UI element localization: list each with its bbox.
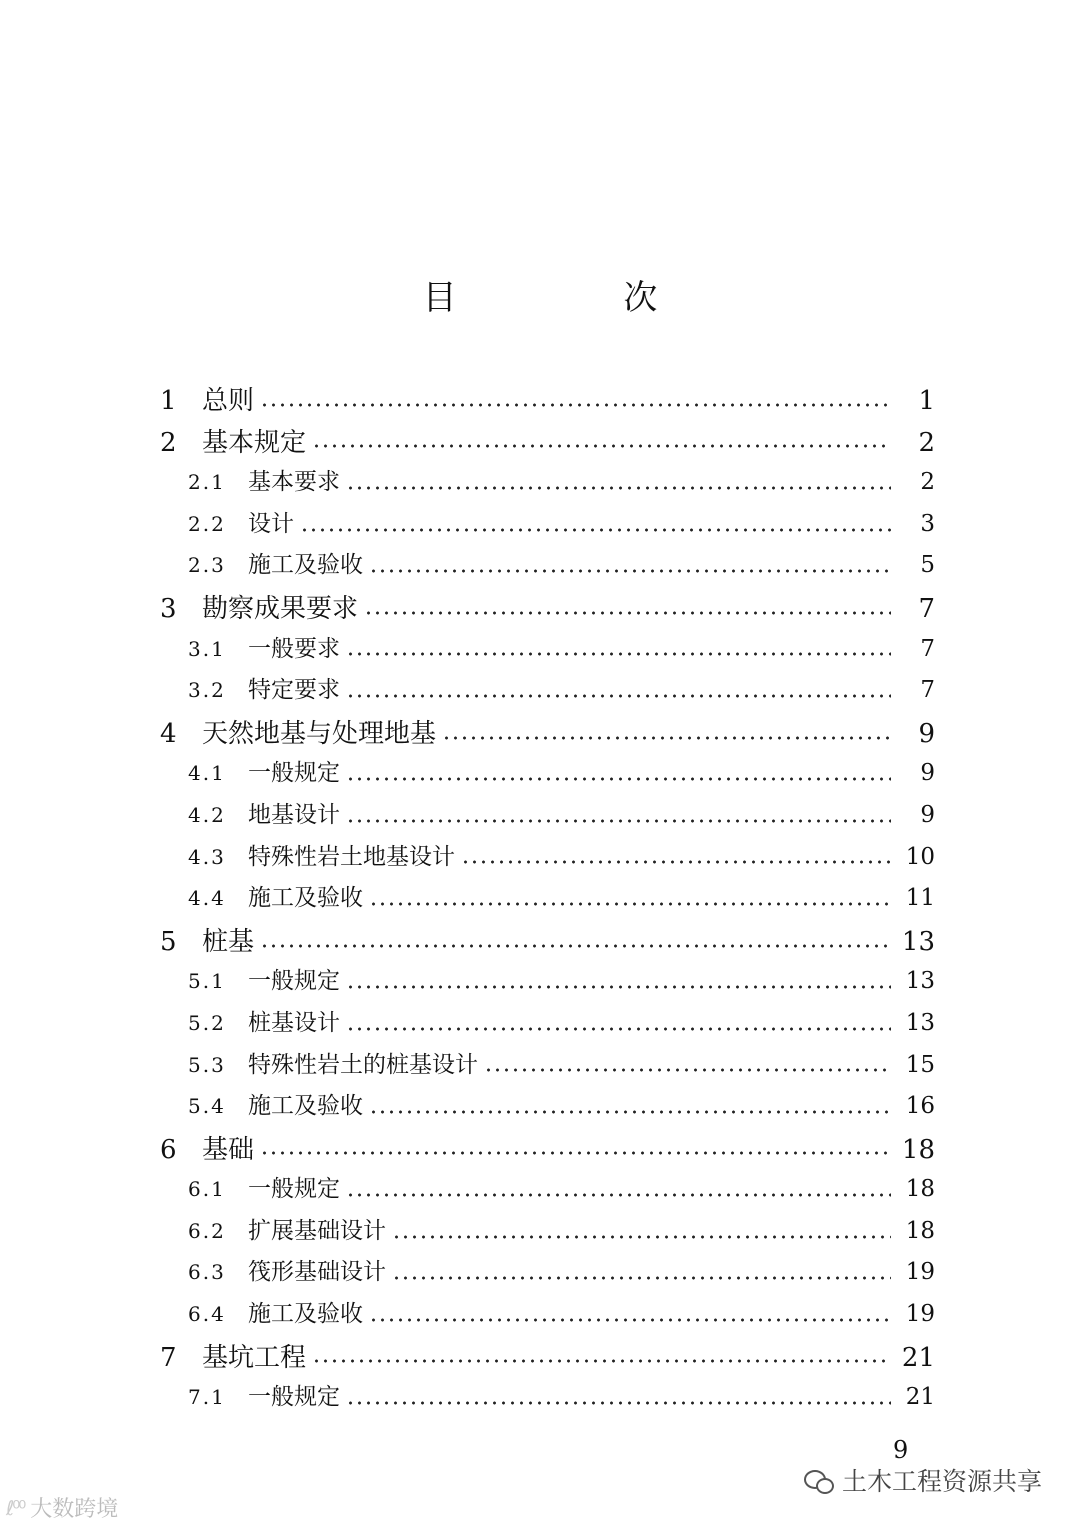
toc-dot-leader bbox=[369, 902, 891, 906]
toc-entry-label: 筏形基础设计 bbox=[248, 1259, 386, 1286]
toc-entry-number: 7 bbox=[160, 1342, 177, 1373]
toc-entry-label: 桩基 bbox=[202, 926, 255, 957]
toc-entry-number: 6.1 bbox=[188, 1177, 226, 1202]
toc-chapter-entry[interactable] bbox=[160, 921, 935, 963]
toc-entry-page: 1 bbox=[918, 386, 935, 416]
toc-dot-leader bbox=[346, 1027, 891, 1031]
toc-dot-leader bbox=[346, 819, 891, 823]
toc-dot-leader bbox=[260, 944, 891, 948]
toc-entry-page: 3 bbox=[920, 510, 935, 537]
toc-section-entry[interactable] bbox=[160, 1004, 935, 1046]
toc-title: 目 次 bbox=[422, 278, 736, 318]
toc-entry-label: 设计 bbox=[248, 510, 294, 537]
toc-entry-label: 基坑工程 bbox=[202, 1342, 307, 1373]
toc-entry-number: 4.4 bbox=[188, 886, 226, 911]
toc-entry-page: 19 bbox=[905, 1301, 935, 1328]
toc-section-entry[interactable] bbox=[160, 796, 935, 838]
toc-dot-leader bbox=[346, 694, 891, 698]
toc-dot-leader bbox=[300, 528, 891, 532]
toc-entry-page: 5 bbox=[920, 552, 935, 579]
toc-entry-page: 21 bbox=[905, 1384, 935, 1411]
toc-dot-leader bbox=[369, 569, 891, 573]
toc-entry-number: 4.3 bbox=[188, 844, 226, 869]
toc-entry-number: 6 bbox=[160, 1134, 177, 1165]
watermark-text: 土木工程资源共享 bbox=[841, 1467, 1042, 1496]
toc-section-entry[interactable] bbox=[160, 1378, 935, 1420]
toc-entry-page: 21 bbox=[901, 1342, 935, 1373]
toc-dot-leader bbox=[312, 1359, 891, 1363]
toc-chapter-entry[interactable] bbox=[160, 1337, 935, 1379]
toc-entry-number: 3.2 bbox=[188, 678, 226, 703]
toc-dot-leader bbox=[346, 652, 891, 656]
toc-entry-label: 特殊性岩土地基设计 bbox=[248, 843, 455, 870]
toc-entry-number: 6.2 bbox=[188, 1218, 226, 1243]
toc-section-entry[interactable] bbox=[160, 1170, 935, 1212]
toc-entry-number: 4.2 bbox=[188, 802, 226, 827]
toc-entry-label: 施工及验收 bbox=[248, 885, 363, 912]
toc-chapter-entry[interactable] bbox=[160, 588, 935, 630]
toc-chapter-entry[interactable] bbox=[160, 422, 935, 464]
toc-entry-page: 9 bbox=[920, 760, 935, 787]
toc-entry-number: 5 bbox=[160, 926, 177, 957]
toc-entry-label: 勘察成果要求 bbox=[202, 593, 359, 624]
toc-entry-page: 18 bbox=[905, 1176, 935, 1203]
toc-entry-page: 2 bbox=[920, 469, 935, 496]
toc-section-entry[interactable] bbox=[160, 1253, 935, 1295]
brand-logo-icon: ℓ⁰⁰ bbox=[6, 1495, 25, 1520]
toc-entry-page: 18 bbox=[905, 1217, 935, 1244]
wechat-icon bbox=[804, 1468, 834, 1492]
toc-entry-page: 7 bbox=[920, 635, 935, 662]
toc-dot-leader bbox=[392, 1276, 891, 1280]
toc-entry-number: 2.2 bbox=[188, 511, 226, 536]
toc-section-entry[interactable] bbox=[160, 671, 935, 713]
toc-dot-leader bbox=[484, 1068, 891, 1072]
toc-entry-label: 基本要求 bbox=[248, 469, 340, 496]
toc-dot-leader bbox=[392, 1235, 891, 1239]
toc-entry-number: 3.1 bbox=[188, 636, 226, 661]
toc-entry-page: 11 bbox=[905, 885, 935, 912]
toc-dot-leader bbox=[346, 985, 891, 989]
toc-entry-label: 扩展基础设计 bbox=[248, 1217, 386, 1244]
toc-entry-number: 6.4 bbox=[188, 1302, 226, 1327]
toc-entry-label: 一般规定 bbox=[248, 1384, 340, 1411]
toc-entry-label: 一般要求 bbox=[248, 635, 340, 662]
toc-chapter-entry[interactable] bbox=[160, 380, 935, 422]
watermark-brand-text: 大数跨境 bbox=[30, 1497, 119, 1522]
toc-dot-leader bbox=[346, 1193, 891, 1197]
toc-section-entry[interactable] bbox=[160, 1295, 935, 1337]
toc-entry-label: 特殊性岩土的桩基设计 bbox=[248, 1051, 478, 1078]
toc-entry-label: 施工及验收 bbox=[248, 1093, 363, 1120]
toc-dot-leader bbox=[364, 611, 891, 615]
toc-entry-label: 特定要求 bbox=[248, 677, 340, 704]
toc-entry-label: 一般规定 bbox=[248, 1176, 340, 1203]
toc-entry-page: 13 bbox=[905, 1009, 935, 1036]
toc-dot-leader bbox=[346, 1401, 891, 1405]
toc-section-entry[interactable] bbox=[160, 546, 935, 588]
toc-dot-leader bbox=[260, 403, 891, 407]
toc-section-entry[interactable] bbox=[160, 1087, 935, 1129]
toc-entry-label: 地基设计 bbox=[248, 801, 340, 828]
toc-entry-page: 13 bbox=[901, 926, 935, 957]
toc-dot-leader bbox=[346, 486, 891, 490]
toc-section-entry[interactable] bbox=[160, 838, 935, 880]
toc-entry-number: 5.4 bbox=[188, 1094, 226, 1119]
toc-entry-page: 9 bbox=[920, 801, 935, 828]
table-of-contents bbox=[160, 380, 935, 1420]
toc-section-entry[interactable] bbox=[160, 505, 935, 547]
toc-section-entry[interactable] bbox=[160, 1046, 935, 1088]
toc-entry-number: 3 bbox=[160, 593, 177, 624]
toc-section-entry[interactable] bbox=[160, 630, 935, 672]
toc-entry-label: 基础 bbox=[202, 1134, 255, 1165]
watermark-brand bbox=[6, 1492, 118, 1523]
toc-section-entry[interactable] bbox=[160, 1212, 935, 1254]
toc-dot-leader bbox=[442, 736, 891, 740]
toc-chapter-entry[interactable] bbox=[160, 1129, 935, 1171]
toc-entry-label: 施工及验收 bbox=[248, 552, 363, 579]
toc-entry-page: 7 bbox=[920, 677, 935, 704]
toc-dot-leader bbox=[369, 1318, 891, 1322]
toc-section-entry[interactable] bbox=[160, 879, 935, 921]
toc-entry-number: 1 bbox=[160, 386, 177, 416]
toc-entry-number: 2 bbox=[160, 427, 177, 458]
toc-entry-page: 9 bbox=[918, 718, 935, 749]
toc-entry-label: 一般规定 bbox=[248, 760, 340, 787]
toc-entry-page: 16 bbox=[905, 1093, 935, 1120]
toc-entry-page: 10 bbox=[905, 843, 935, 870]
toc-entry-page: 2 bbox=[918, 427, 935, 458]
toc-entry-label: 总则 bbox=[202, 386, 255, 416]
toc-entry-page: 7 bbox=[918, 593, 935, 624]
toc-dot-leader bbox=[312, 444, 891, 448]
toc-entry-number: 7.1 bbox=[188, 1385, 226, 1410]
toc-entry-number: 5.3 bbox=[188, 1052, 226, 1077]
toc-entry-label: 一般规定 bbox=[248, 968, 340, 995]
toc-entry-number: 2.1 bbox=[188, 470, 226, 495]
toc-entry-label: 桩基设计 bbox=[248, 1009, 340, 1036]
toc-entry-page: 15 bbox=[905, 1051, 935, 1078]
toc-entry-number: 6.3 bbox=[188, 1260, 226, 1285]
watermark-wechat bbox=[804, 1462, 1042, 1498]
toc-entry-page: 18 bbox=[901, 1134, 935, 1165]
toc-entry-label: 施工及验收 bbox=[248, 1301, 363, 1328]
toc-entry-number: 2.3 bbox=[188, 553, 226, 578]
toc-entry-label: 天然地基与处理地基 bbox=[202, 718, 437, 749]
toc-entry-number: 5.1 bbox=[188, 969, 226, 994]
toc-dot-leader bbox=[260, 1151, 891, 1155]
toc-entry-page: 13 bbox=[905, 968, 935, 995]
toc-section-entry[interactable] bbox=[160, 962, 935, 1004]
toc-dot-leader bbox=[346, 777, 891, 781]
toc-section-entry[interactable] bbox=[160, 754, 935, 796]
toc-chapter-entry[interactable] bbox=[160, 713, 935, 755]
toc-entry-label: 基本规定 bbox=[202, 427, 307, 458]
toc-dot-leader bbox=[369, 1110, 891, 1114]
toc-dot-leader bbox=[461, 860, 891, 864]
toc-entry-number: 4 bbox=[160, 718, 177, 749]
toc-entry-number: 4.1 bbox=[188, 761, 226, 786]
toc-entry-number: 5.2 bbox=[188, 1010, 226, 1035]
toc-entry-page: 19 bbox=[905, 1259, 935, 1286]
toc-section-entry[interactable] bbox=[160, 463, 935, 505]
page-number: 9 bbox=[893, 1436, 909, 1464]
